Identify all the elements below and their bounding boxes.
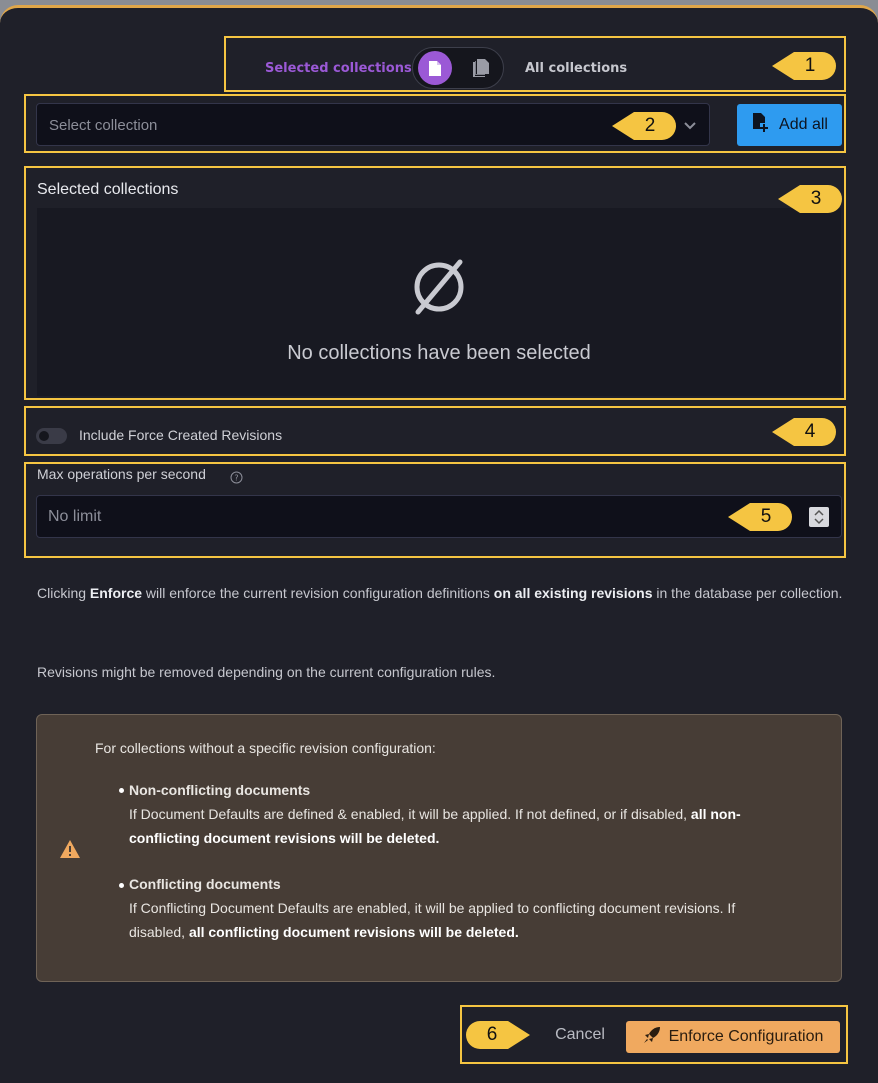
non-conflicting-title: Non-conflicting documents [129, 782, 311, 798]
single-document-icon [418, 51, 452, 85]
removal-note: Revisions might be removed depending on the current configuration rules. [37, 664, 496, 680]
select-collection-dropdown[interactable] [36, 103, 710, 146]
include-force-created-label: Include Force Created Revisions [79, 427, 283, 443]
callout-4: 4 [770, 412, 836, 452]
conflicting-title: Conflicting documents [129, 876, 281, 892]
number-stepper[interactable] [809, 507, 829, 527]
callout-5: 5 [726, 497, 792, 537]
callout-3: 3 [776, 179, 842, 219]
add-all-button[interactable] [737, 104, 842, 146]
non-conflicting-text: If Document Defaults are defined & enabled, it will be applied. If not defined, or if disabled, all non- conflicting document revisions will be deleted. [129, 806, 741, 846]
warning-panel [36, 714, 842, 982]
svg-text:?: ? [234, 473, 239, 483]
chevron-down-icon [683, 117, 697, 136]
add-document-icon [751, 112, 771, 139]
callout-1: 1 [770, 46, 836, 86]
max-operations-input[interactable] [36, 495, 842, 538]
empty-set-icon [408, 256, 470, 322]
selected-collections-option[interactable]: Selected collections [265, 61, 412, 76]
warning-icon [59, 839, 81, 863]
warning-intro: For collections without a specific revision configuration: [95, 740, 436, 756]
enforce-description: Clicking Enforce will enforce the current revision configuration definitions on all existing revisions in the database per collection. [37, 585, 843, 601]
multiple-documents-icon [469, 56, 493, 80]
include-force-created-toggle[interactable] [36, 428, 67, 444]
max-operations-placeholder: No limit [48, 508, 102, 525]
callout-2: 2 [610, 106, 676, 146]
rocket-icon [643, 1026, 661, 1049]
callout-6: 6 [466, 1015, 532, 1055]
cancel-button[interactable]: Cancel [555, 1026, 605, 1043]
select-collection-placeholder: Select collection [49, 117, 158, 134]
add-all-label: Add all [779, 116, 828, 133]
all-collections-option[interactable]: All collections [525, 61, 628, 76]
selected-collections-title: Selected collections [37, 181, 179, 198]
max-operations-label: Max operations per second [37, 466, 206, 482]
enforce-configuration-button[interactable] [626, 1021, 840, 1053]
enforce-configuration-label: Enforce Configuration [668, 1028, 824, 1045]
collection-mode-switch[interactable] [412, 47, 504, 89]
conflicting-text: If Conflicting Document Defaults are enabled, it will be applied to conflicting document revisions. If disabled, all conflicting document revisions will be deleted. [129, 900, 736, 940]
empty-state-text: No collections have been selected [287, 342, 591, 364]
help-icon[interactable] [230, 469, 243, 488]
